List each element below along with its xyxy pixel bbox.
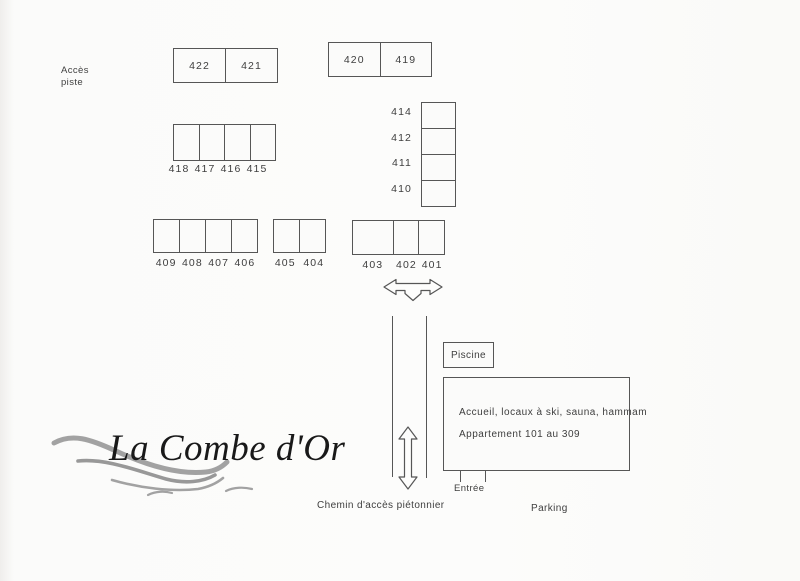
unit-414	[422, 103, 455, 128]
unit-403-label: 403	[362, 259, 384, 271]
unit-404	[299, 220, 325, 252]
entree-label: Entrée	[454, 483, 485, 494]
labels-405-404	[271, 257, 328, 269]
acces-piste-label	[61, 65, 89, 89]
piscine-label: Piscine	[450, 349, 487, 361]
unit-412	[422, 128, 455, 154]
unit-408	[179, 220, 205, 252]
unit-417	[199, 125, 225, 160]
unit-417-label: 417	[194, 163, 216, 175]
building-block-405-404	[273, 219, 326, 253]
unit-401	[418, 221, 444, 254]
building-block-403-401	[352, 220, 445, 255]
unit-403	[353, 221, 393, 254]
entrance-tick-left	[460, 471, 461, 482]
unit-416-label: 416	[220, 163, 242, 175]
unit-420-label: 420	[343, 53, 365, 66]
piscine-box	[443, 342, 494, 368]
path-edge-right	[426, 316, 427, 478]
unit-421	[225, 49, 277, 82]
building-stack-414-410	[390, 102, 456, 207]
unit-418-label: 418	[168, 163, 190, 175]
unit-406-label: 406	[234, 257, 256, 269]
unit-409-label: 409	[155, 257, 177, 269]
unit-402-label: 402	[396, 259, 417, 271]
stack-box	[421, 102, 456, 207]
building-block-422-421	[173, 48, 278, 83]
unit-404-label: 404	[303, 257, 325, 269]
acces-piste-line1: Accès	[61, 65, 89, 76]
chemin-acces-label: Chemin d'accès piétonnier	[317, 500, 445, 511]
main-building-box	[443, 377, 648, 471]
building-block-418-415	[173, 124, 276, 161]
unit-410-label: 410	[391, 183, 412, 195]
building-block-409-406	[153, 219, 258, 253]
unit-414-label: 414	[391, 106, 412, 118]
entrance-tick-right	[485, 471, 486, 482]
unit-407-label: 407	[208, 257, 230, 269]
unit-408-label: 408	[181, 257, 203, 269]
unit-416	[224, 125, 250, 160]
unit-415	[250, 125, 276, 160]
unit-419	[380, 43, 432, 76]
two-way-path-arrow-icon	[397, 426, 419, 490]
unit-406	[231, 220, 257, 252]
unit-420	[329, 43, 380, 76]
logo-text: La Combe d'Or	[109, 428, 346, 469]
unit-405	[274, 220, 299, 252]
unit-409	[154, 220, 179, 252]
unit-411	[422, 154, 455, 180]
unit-412-label: 412	[391, 132, 412, 144]
unit-422-label: 422	[189, 59, 210, 72]
unit-411-label: 411	[391, 157, 412, 169]
acces-piste-line2: piste	[61, 77, 84, 88]
unit-401-label: 401	[421, 259, 443, 271]
labels-403-401	[352, 259, 445, 271]
unit-418	[174, 125, 199, 160]
labels-418-415	[166, 163, 270, 175]
unit-410	[422, 180, 455, 206]
unit-419-label: 419	[395, 53, 417, 66]
path-edge-left	[392, 316, 393, 477]
building-block-420-419	[328, 42, 432, 77]
parking-label: Parking	[531, 503, 568, 514]
unit-422	[174, 49, 225, 82]
unit-407	[205, 220, 231, 252]
unit-402	[393, 221, 419, 254]
unit-421-label: 421	[241, 59, 262, 72]
labels-409-406	[153, 257, 258, 269]
main-building-line2: Appartement 101 au 309	[459, 429, 581, 440]
main-building-line1: Accueil, locaux à ski, sauna, hammam	[459, 407, 648, 418]
unit-415-label: 415	[246, 163, 268, 175]
unit-405-label: 405	[274, 257, 296, 269]
junction-arrow-icon	[383, 278, 445, 302]
